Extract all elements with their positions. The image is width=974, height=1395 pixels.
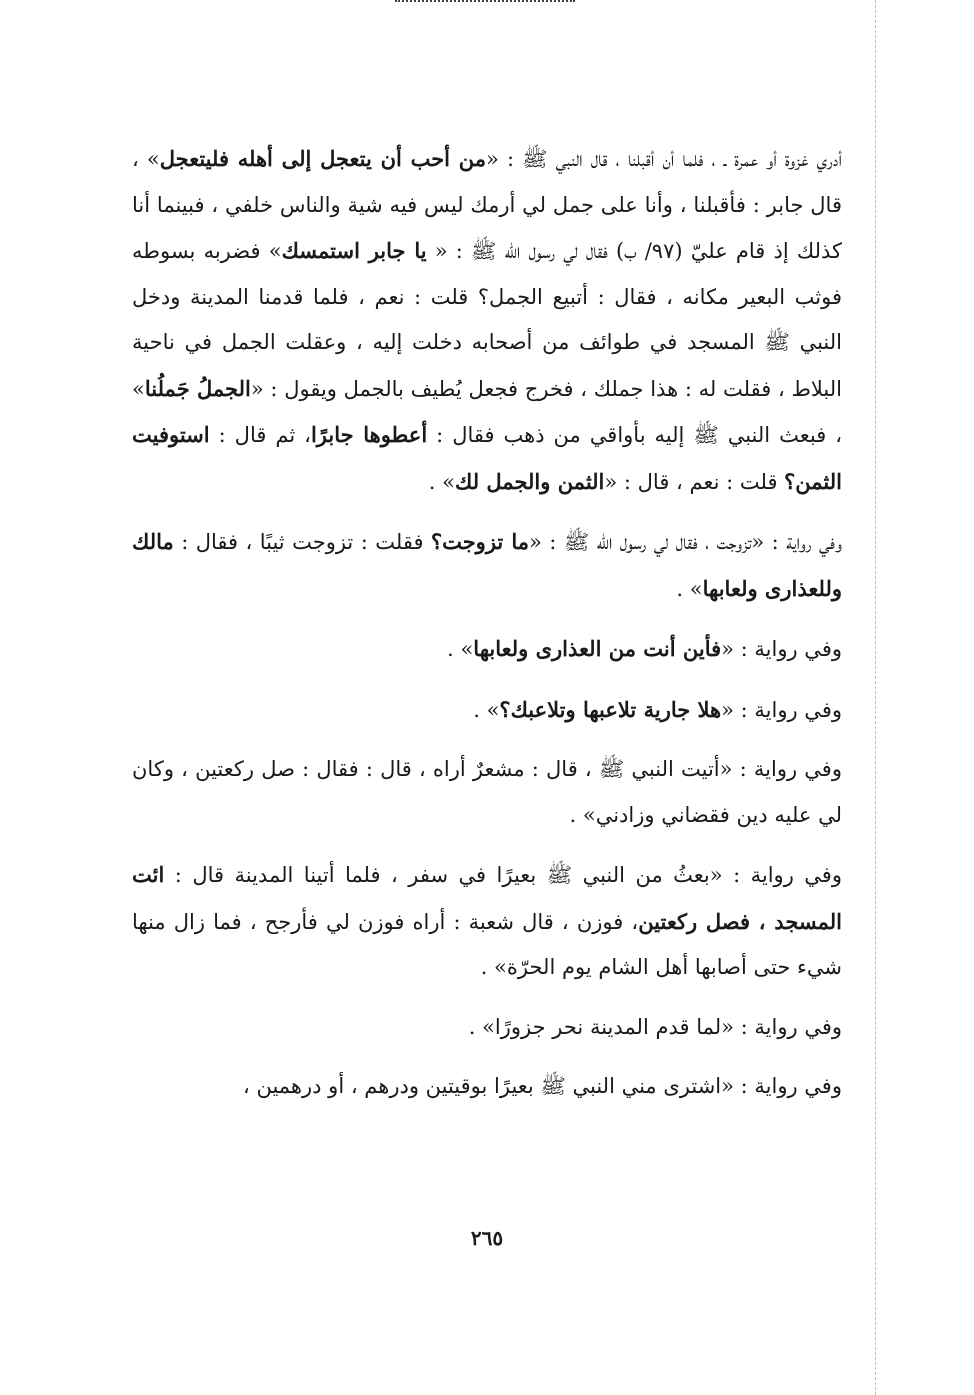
main-text (132, 136, 842, 1110)
text-segment: وفي رواية : «تزوجت ، فقال لي رسول الله ﷺ : « (529, 530, 842, 554)
paragraph (132, 747, 842, 838)
top-decoration (395, 0, 575, 8)
text-segment: » ، فبعث النبي ﷺ إليه بأواقي من ذهب فقال : (132, 376, 843, 447)
text-segment: قلت : نعم ، قال : « (604, 469, 785, 494)
hadith-quote: استوفيت الثمن؟ (132, 422, 842, 494)
hadith-quote: الجملُ جَملُنا (144, 375, 251, 401)
text-segment: » . (676, 576, 703, 601)
hadith-quote: الثمن والجمل لك (455, 468, 605, 494)
text-segment: وفي رواية : « (721, 637, 842, 661)
paragraph (132, 1064, 842, 1110)
text-segment: وفي رواية : «بعثُ من النبي ﷺ بعيرًا في سفر ، فلما أتينا المدينة قال : (164, 863, 842, 887)
hadith-quote: ائت المسجد ، فصل ركعتين (132, 862, 842, 934)
page-edge-line (875, 0, 876, 1395)
text-segment: » فضربه بسوطه فوثب البعير مكانه ، فقال : أتبيع الجمل؟ قلت : نعم ، فلما قدمنا المدينة ودخل النبي ﷺ المسجد في طوائف من أصحابه دخلت إليه ، وعقلت الجمل في ناحية البلاط ، فقلت له : هذا جملك ، فخرج فجعل يُطيف بالجمل ويقول : « (132, 239, 842, 401)
text-segment: » . (447, 637, 474, 661)
text-segment: أدري غزوة أو عمرة ـ ، فلما أن أقبلنا ، قال النبي ﷺ : « (486, 147, 842, 171)
text-segment: فقلت : تزوجت ثيبًا ، فقال : (173, 530, 431, 554)
text-segment: وفي رواية : «اشترى مني النبي ﷺ بعيرًا بوقيتين ودرهم ، أو درهمين ، (243, 1074, 842, 1098)
text-segment: » . (428, 469, 455, 494)
text-segment: » . (473, 697, 500, 722)
text-segment: ، فوزن ، قال شعبة : أراه فوزن لي فأرجح ، فما زال منها شيء حتى أصابها أهل الشام يوم الحرّة» . (132, 909, 842, 979)
hadith-quote: ما تزوجت؟ (430, 529, 529, 554)
hadith-quote: مالك وللعذارى ولعابها (132, 529, 842, 601)
text-segment: ، ثم قال : (209, 423, 311, 447)
paragraph (132, 519, 842, 612)
paragraph (132, 626, 842, 673)
paragraph (132, 136, 842, 505)
hadith-quote: أعطوها جابرًا (310, 422, 428, 447)
hadith-quote: هلا جارية تلاعبها وتلاعبك؟ (499, 696, 722, 722)
page-number: ٢٦٥ (470, 1226, 504, 1250)
hadith-quote: من أحب أن يتعجل إلى أهله فليتعجل (159, 146, 486, 171)
hadith-quote: فأين أنت من العذارى ولعابها (473, 636, 722, 661)
hadith-quote: يا جابر استمسك (281, 238, 427, 263)
text-segment: وفي رواية : «أتيت النبي ﷺ ، قال : مشعرٌ أراه ، قال : فقال : صل ركعتين ، وكان لي عليه دين فقضاني وزادني» . (132, 757, 842, 827)
paragraph (132, 1005, 842, 1051)
paragraph (132, 687, 842, 734)
text-segment: وفي رواية : « (721, 697, 842, 722)
paragraph (132, 852, 842, 991)
text-segment: وفي رواية : «لما قدم المدينة نحر جزورًا» . (468, 1014, 842, 1039)
text-segment: » ، قال جابر : فأقبلنا ، وأنا على جمل لي أرمك ليس فيه شية والناس خلفي ، فبينما أنا كذلك إذ قام عليّ (٩٧/ ب) فقال لي رسول الله ﷺ : « (132, 147, 842, 263)
